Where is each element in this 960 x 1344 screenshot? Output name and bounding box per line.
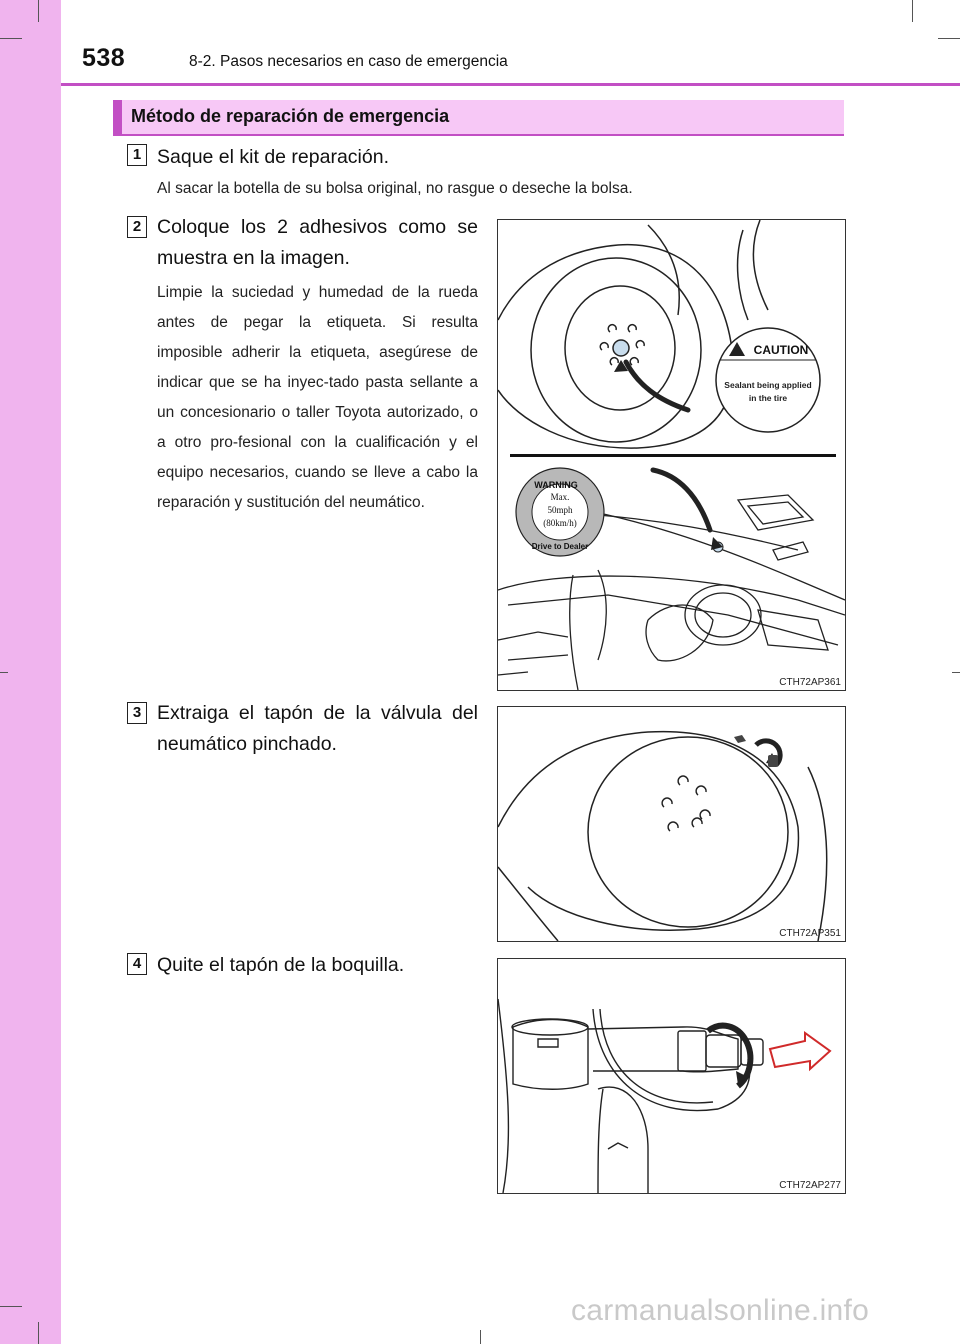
figure-1-illustration	[498, 220, 845, 690]
crop-mark	[952, 672, 960, 673]
crop-mark	[0, 672, 8, 673]
warning-line-3: (80km/h)	[543, 518, 577, 528]
step-2-note: Limpie la suciedad y humedad de la rueda antes de pegar la etiqueta. Si resulta imposible adherir la etiqueta, asegúrese de indicar que se ha inyec-tado pasta sellante a un concesionario o taller Toyota autorizado, o a otro pro-fesional con la cualificación y el equipo necesarios, cuando se lleve a cabo la reparación y sustitución del neumático.	[157, 284, 478, 511]
figure-3-illustration	[498, 959, 845, 1193]
figure-1-code: CTH72AP361	[779, 677, 841, 688]
warning-bottom-text: Drive to Dealer	[531, 542, 589, 551]
step-1-text: Saque el kit de reparación.	[157, 146, 389, 168]
figure-2-code: CTH72AP351	[779, 928, 841, 939]
page-sidebar-tab	[0, 0, 61, 1344]
page-number: 538	[82, 44, 126, 72]
section-title: Método de reparación de emergencia	[131, 106, 450, 126]
section-heading-underline	[113, 134, 844, 136]
crop-mark	[0, 38, 22, 39]
warning-line-1: Max.	[550, 492, 570, 502]
watermark: carmanualsonline.info	[571, 1294, 870, 1327]
step-4-text: Quite el tapón de la boquilla.	[157, 954, 405, 976]
step-number-1: 1	[127, 144, 147, 166]
figure-valve-cap	[497, 706, 846, 942]
header-divider	[61, 83, 960, 86]
figure-3-code: CTH72AP277	[779, 1180, 841, 1191]
step-number-3: 3	[127, 702, 147, 724]
warning-label: WARNING	[534, 480, 578, 490]
figure-2-illustration	[498, 707, 845, 941]
section-heading-accent	[113, 100, 122, 134]
step-1-note: Al sacar la botella de su bolsa original, no rasgue o deseche la bolsa.	[157, 180, 633, 197]
caution-label: CAUTION	[753, 343, 809, 357]
crop-mark	[480, 1330, 481, 1344]
crop-mark	[38, 0, 39, 22]
step-number-4: 4	[127, 953, 147, 975]
step-3-text: Extraiga el tapón de la válvula del neumático pinchado.	[157, 702, 478, 755]
crop-mark	[0, 1306, 22, 1307]
caution-line-1: Sealant being applied	[724, 380, 812, 390]
crop-mark	[38, 1322, 39, 1344]
figure-sticker-placement	[497, 219, 846, 691]
step-2-text: Coloque los 2 adhesivos como se muestra en la imagen.	[157, 216, 478, 269]
caution-line-2: in the tire	[748, 393, 788, 403]
crop-mark	[938, 38, 960, 39]
figure-nozzle-cap	[497, 958, 846, 1194]
step-number-2: 2	[127, 216, 147, 238]
chapter-title: 8-2. Pasos necesarios en caso de emergencia	[189, 53, 508, 70]
warning-line-2: 50mph	[547, 505, 573, 515]
crop-mark	[912, 0, 913, 22]
